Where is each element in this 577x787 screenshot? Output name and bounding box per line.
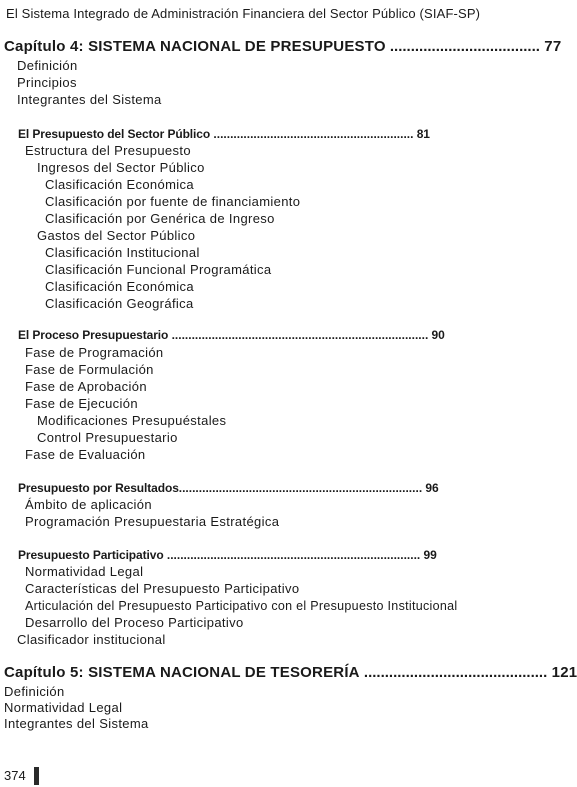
- toc-item[interactable]: Articulación del Presupuesto Participativo con el Presupuesto Institucional: [25, 599, 458, 613]
- toc-item[interactable]: Clasificación Económica: [45, 279, 194, 294]
- toc-item[interactable]: Ámbito de aplicación: [25, 497, 152, 512]
- toc-item[interactable]: Gastos del Sector Público: [37, 228, 196, 243]
- toc-item[interactable]: Definición: [4, 684, 65, 699]
- toc-item[interactable]: Control Presupuestario: [37, 430, 178, 445]
- toc-item[interactable]: Integrantes del Sistema: [4, 716, 149, 731]
- toc-item[interactable]: Normatividad Legal: [25, 564, 144, 579]
- toc-item[interactable]: Principios: [17, 75, 77, 90]
- toc-item[interactable]: Ingresos del Sector Público: [37, 160, 205, 175]
- toc-item[interactable]: Fase de Formulación: [25, 362, 154, 377]
- toc-chapter-4[interactable]: Capítulo 4: SISTEMA NACIONAL DE PRESUPUESTO .................................... 77: [4, 38, 562, 55]
- toc-item[interactable]: Clasificación por fuente de financiamiento: [45, 194, 301, 209]
- running-header: El Sistema Integrado de Administración Financiera del Sector Público (SIAF-SP): [6, 6, 481, 21]
- toc-item[interactable]: Modificaciones Presupuéstales: [37, 413, 227, 428]
- toc-section[interactable]: Presupuesto Participativo ............................................................................ 99: [18, 548, 437, 562]
- toc-item[interactable]: Integrantes del Sistema: [17, 92, 162, 107]
- toc-item[interactable]: Normatividad Legal: [4, 700, 123, 715]
- toc-item[interactable]: Fase de Evaluación: [25, 447, 146, 462]
- page-marker-bar: [34, 767, 39, 785]
- toc-section[interactable]: Presupuesto por Resultados......................................................................... 96: [18, 481, 439, 495]
- toc-item[interactable]: Fase de Programación: [25, 345, 164, 360]
- toc-item[interactable]: Características del Presupuesto Participativo: [25, 581, 300, 596]
- toc-section[interactable]: El Proceso Presupuestario ............................................................................. 90: [18, 328, 445, 342]
- page-number: 374: [4, 768, 26, 783]
- toc-item[interactable]: Programación Presupuestaria Estratégica: [25, 514, 280, 529]
- toc-item[interactable]: Fase de Aprobación: [25, 379, 147, 394]
- toc-item[interactable]: Clasificación por Genérica de Ingreso: [45, 211, 275, 226]
- toc-section[interactable]: El Presupuesto del Sector Público ............................................................ 81: [18, 127, 430, 141]
- toc-item[interactable]: Fase de Ejecución: [25, 396, 138, 411]
- toc-item[interactable]: Clasificación Institucional: [45, 245, 200, 260]
- toc-item[interactable]: Clasificador institucional: [17, 632, 166, 647]
- toc-item[interactable]: Estructura del Presupuesto: [25, 143, 191, 158]
- toc-item[interactable]: Desarrollo del Proceso Participativo: [25, 615, 244, 630]
- toc-item[interactable]: Clasificación Geográfica: [45, 296, 194, 311]
- toc-item[interactable]: Definición: [17, 58, 78, 73]
- toc-chapter-5[interactable]: Capítulo 5: SISTEMA NACIONAL DE TESORERÍA ............................................ 121: [4, 664, 577, 681]
- toc-item[interactable]: Clasificación Económica: [45, 177, 194, 192]
- toc-item[interactable]: Clasificación Funcional Programática: [45, 262, 272, 277]
